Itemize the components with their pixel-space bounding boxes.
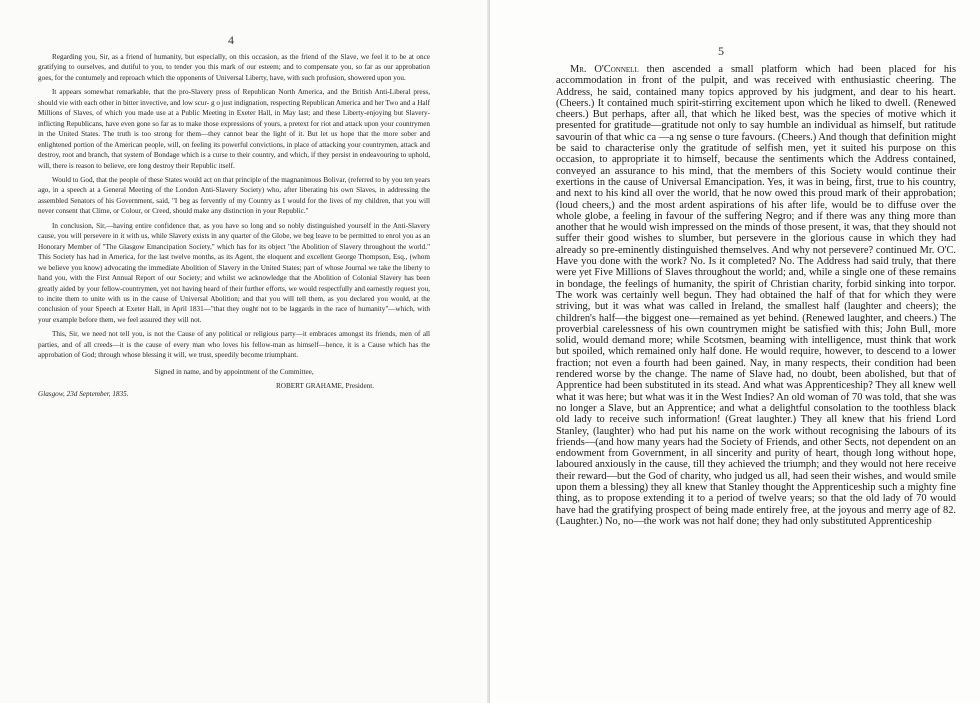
page-number-right: 5 (718, 44, 724, 58)
paragraph: This, Sir, we need not tell you, is not the Cause of any political or religious party—it embraces amongst its friends, men of all parties, and of all creeds—it is the cause of every man who loves his fellow-man as himself—hence, it is a Cause which has the approbation of God; through whose blessing it will, we trust, speedily become triumphant. (38, 330, 430, 360)
right-page (490, 0, 980, 703)
speaker-name: Mr. O'Connell (570, 64, 639, 75)
signature-block (38, 381, 430, 399)
address-text (38, 52, 430, 399)
speech-body: then ascended a small platform which had been placed for his accommodation in front of the pulpit, and was received with enthusiastic cheering. The Address, he said, contained many topics approved by his judgment, and dear to his heart. (Cheers.) It contained much spirit-stirring excitement upon which he liked to dwell. (Renewed cheers.) But perhaps, after all, that which he liked best, was the species of motive which it presented for gratitude—gratitude not only to say humble an individual as himself, but ratitude savourin of that whic ca —a ng sense o ture favours. (Cheers.) And though that definition might be said to characterise only the gratitude of selfish men, yet it suited his purpose on this occasion, to appropriate it to himself, because the sentiments which the Address contained, conveyed an assurance to his mind, that the members of this Society would continue their exertions in the cause of Universal Emancipation. Yes, it was in being, first, true to his country, and next to his kind all over the world, that he now owed this proud mark of their approbation; (loud cheers,) and the most ardent aspirations of his after life, would be to diffuse over the whole globe, a feeling in favour of the suffering Negro; and if there was any thing more than another that he would wish impressed on the minds of those present, it was, that they should not suffer their good wishes to slumber, but persevere in the glorious cause in which they had already so pre-eminently distinguished themselves. And why not persevere? continued Mr. O'C. Have you done with the work? No. Is it completed? No. The Address had said truly, that there were yet Five Millions of Slaves throughout the world; and, while a single one of these remains in bondage, the feelings of humanity, the spirit of Christian charity, forbid sinking into torpor. The work was certainly well begun. They had obtained the half of that for which they were striving, but it was what was called in Ireland, the smallest half (laughter and cheers); the children's half—the biggest one—remained as yet behind. (Renewed laughter, and cheers.) The proverbial carelessness of his own countrymen might be satisfied with this; John Bull, more solid, would demand more; while Scotsmen, beaming with intelligence, must think that work but spoiled, which remained only half done. He would require, however, to descend to a lower fraction; not even a fourth had been gained. Nay, in many respects, their condition had been rendered worse by the change. The name of Slave had, no doubt, been abolished, but that of Apprentice had been substituted in its stead. And what was Apprenticeship? They all knew well what it was here; but what was it in the West Indies? An old woman of 70 was told, that she was no longer a Slave, but an Apprentice; and what a delightful consolation to the toothless black old lady to receive such information! (Great laughter.) They all knew that his friend Lord Stanley, (laughter) who had put his name on the work without recognising the labours of its friends—(and how many years had the Society of Friends, and other Sects, not dependent on an endowment from Government, in all sincerity and purity of heart, though long without hope, laboured anxiously in the cause, till they achieved the triumph; and they would not here receive their reward—but the God of charity, who judged us all, had seen their wishes, and would smile upon them a blessing) they all knew that Stanley thought the Apprenticeship such a mighty fine thing, as to propose extending it to a period of twelve years; so that the old lady of 70 would have had the gratifying prospect of being made entirely free, at the joyous and merry age of 82. (Laughter.) No, no—the work was not half done; they had only substituted Apprenticeship (556, 64, 956, 527)
paragraph: Would to God, that the people of these States would act on that principle of the magnanimous Bolivar, (referred to by you ten years ago, in a speech at a General Meeting of the London Anti-Slavery Society) who, after liberating his own Slaves, in addressing the assembled Senators of his Government, said, "I beg as fervently of my Country as I would for the lives of my children, that you will never consent that Clime, or Colour, or Creed, should make any distinction in your Republic." (38, 175, 430, 216)
place-date: Glasgow, 23d September, 1835. (38, 390, 129, 399)
speech-text (556, 64, 956, 527)
paragraph: It appears somewhat remarkable, that the pro-Slavery press of Republican North America, and the British Anti-Liberal press, should vie with each other in bitter invective, and low scur- g o just indignation, respecting Republican America and her Two and a Half Millions of Slaves, of which you made use at a Public Meeting in Exeter Hall, in May last; and these Liberty-enjoying but Slavery-inflicting Republicans, have even gone so far as to make those expressions of yours, a pretext for riot and attack upon your countrymen in the United States. The truth is too strong for them—they cannot bear the light of it. But let us hope that the more sober and enlightened portion of the American people, will, on feeling its powerful convictions, in place of attacking your countrymen, attack and destroy, root and branch, that system of Bondage which is a curse to their country, and which, if they persist in endeavouring to uphold, will, there is reason to believe, ere long destroy their Republic itself. (38, 88, 430, 170)
speech-paragraph (556, 64, 956, 527)
signatory: ROBERT GRAHAME, President. (276, 382, 375, 391)
paragraph: In conclusion, Sir,—having entire confidence that, as you have so long and so nobly distinguished yourself in the Anti-Slavery cause, you will persevere in it with us, while Slavery exists in any quarter of the Globe, we beg leave to be permitted to enrol you as an Honorary Member of "The Glasgow Emancipation Society," which has for its object "the Abolition of Slavery throughout the world." This Society has had in America, for the last twelve months, as its Agent, the eloquent and excellent George Thompson, Esq., (whom we believe you know) advocating the immediate Abolition of Slavery in the United States; part of whose Journal we take the liberty to hand you, with the First Annual Report of our Society; and whilst we acknowledge that the Abolition of Colonial Slavery has been greatly aided by your fellow-countrymen, yet not having heard of their further efforts, we would respectfully and earnestly request you, to incite them to unite with us in the cause of Universal Abolition; and that you will tell them, as you declared you would, at the conclusion of your Speech at Exeter Hall, in April 1831—"that they ought not to be laggards in the race of humanity"—which, with your example before them, we feel assured they will not. (38, 221, 430, 324)
page-number-left: 4 (228, 33, 234, 47)
signed-line: Signed in name, and by appointment of the Committee, (154, 367, 314, 376)
paragraph: Regarding you, Sir, as a friend of humanity, but especially, on this occasion, as the friend of the Slave, we feel it to be at once gratifying to ourselves, and dutiful to you, to tender you this mark of our esteem; and to compensate you, so far as our approbation goes, for the contumely and reproach which the opponents of Universal Liberty, have, with such profusion, showered upon you. (38, 53, 430, 82)
